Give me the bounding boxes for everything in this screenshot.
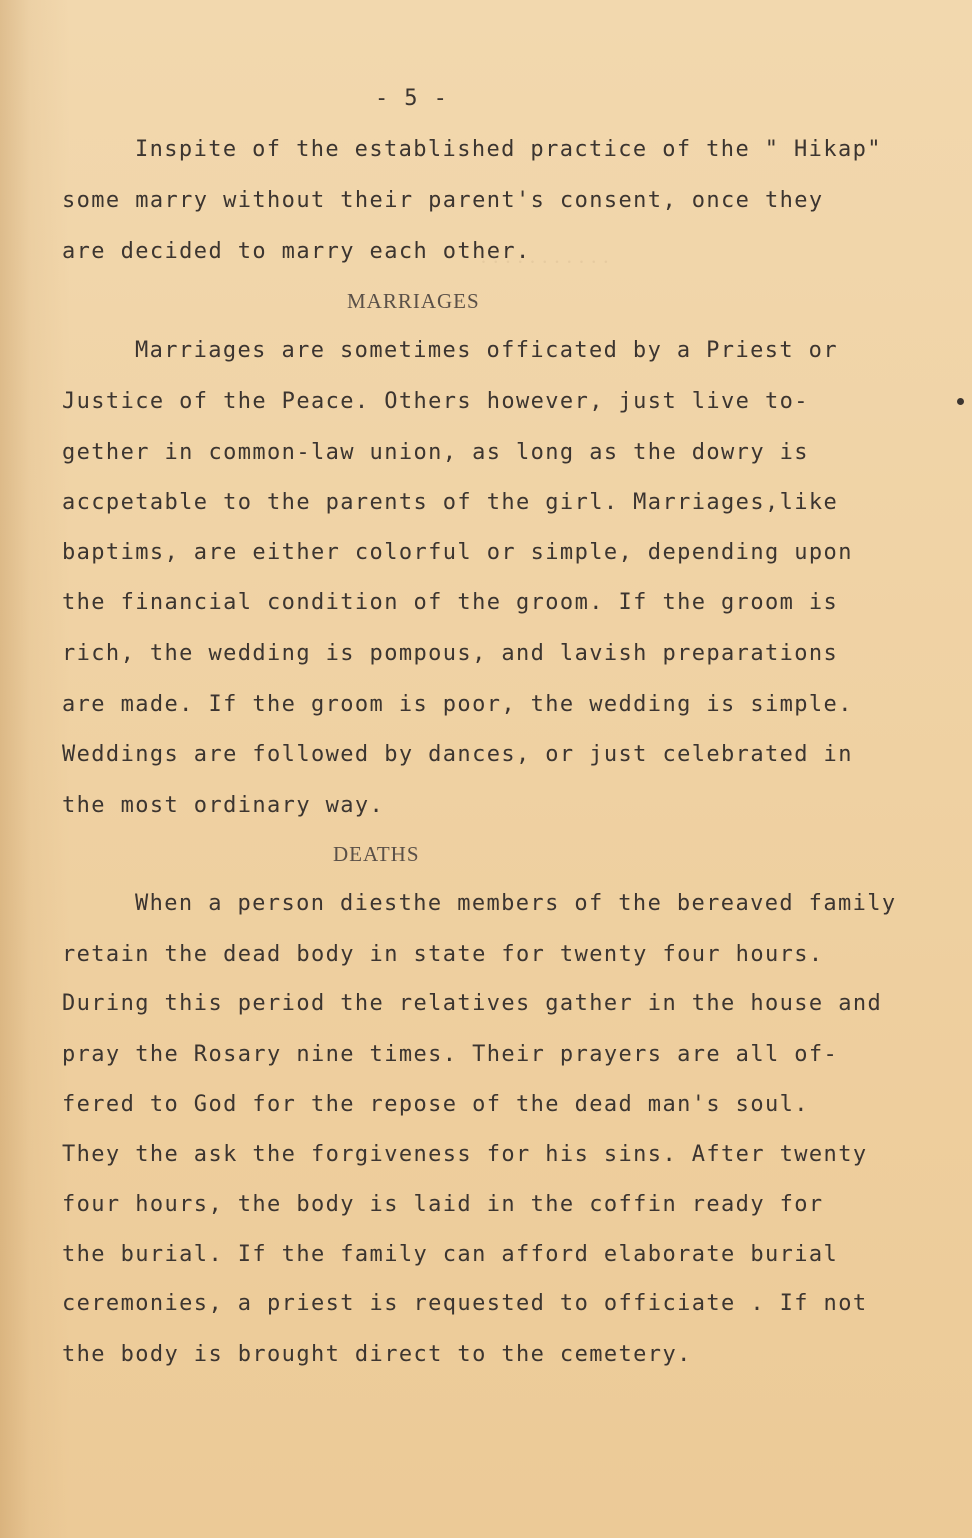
bleed-through-text: · · · · · · · · · · · — [480, 250, 610, 274]
marriages-line-5: baptims, are either colorful or simple, depending upon — [62, 540, 853, 565]
deaths-line-10: the body is brought direct to the cemetery. — [62, 1342, 692, 1367]
deaths-line-1: When a person diesthe members of the bereaved family — [135, 891, 897, 916]
deaths-line-9: ceremonies, a priest is requested to officiate . If not — [62, 1291, 868, 1316]
deaths-line-6: They the ask the forgiveness for his sins. After twenty — [62, 1142, 868, 1167]
deaths-line-7: four hours, the body is laid in the coffin ready for — [62, 1192, 824, 1217]
marriages-line-4: accpetable to the parents of the girl. Marriages,like — [62, 490, 839, 515]
marriages-line-10: the most ordinary way. — [62, 793, 385, 818]
intro-line-2: some marry without their parent's consent, once they — [62, 188, 824, 213]
marriages-line-9: Weddings are followed by dances, or just celebrated in — [62, 742, 853, 767]
marriages-line-3: gether in common-law union, as long as the dowry is — [62, 440, 809, 465]
margin-ink-dot — [957, 398, 964, 405]
page-number: - 5 - — [375, 86, 449, 111]
deaths-line-2: retain the dead body in state for twenty four hours. — [62, 942, 824, 967]
intro-line-3: are decided to marry each other. — [62, 239, 531, 264]
deaths-line-3: During this period the relatives gather in the house and — [62, 991, 883, 1016]
deaths-heading: DEATHS — [333, 842, 420, 866]
marriages-line-6: the financial condition of the groom. If the groom is — [62, 590, 839, 615]
marriages-line-7: rich, the wedding is pompous, and lavish preparations — [62, 641, 839, 666]
marriages-line-1: Marriages are sometimes officated by a Priest or — [135, 338, 838, 363]
deaths-line-5: fered to God for the repose of the dead man's soul. — [62, 1092, 809, 1117]
marriages-heading: MARRIAGES — [347, 289, 480, 313]
marriages-line-2: Justice of the Peace. Others however, just live to- — [62, 389, 809, 414]
intro-line-1: Inspite of the established practice of the " Hikap" — [135, 137, 882, 162]
marriages-line-8: are made. If the groom is poor, the wedding is simple. — [62, 692, 853, 717]
deaths-line-4: pray the Rosary nine times. Their prayers are all of- — [62, 1042, 839, 1067]
deaths-line-8: the burial. If the family can afford elaborate burial — [62, 1242, 839, 1267]
